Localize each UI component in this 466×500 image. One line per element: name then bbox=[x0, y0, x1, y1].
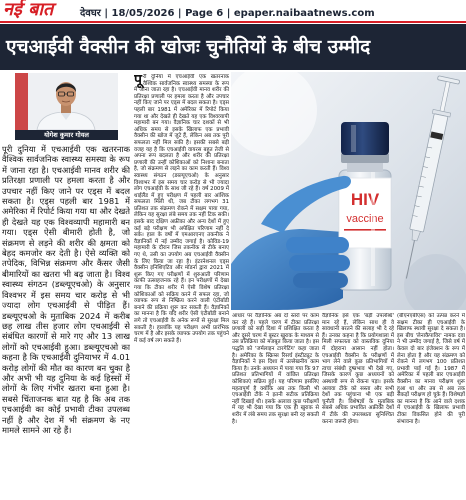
masthead-divider bbox=[0, 21, 466, 23]
hiv-vaccine-vial-image bbox=[231, 72, 466, 310]
masthead bbox=[0, 0, 466, 21]
author-portrait-image bbox=[15, 73, 118, 130]
drop-cap: पू bbox=[134, 74, 142, 88]
author-name: योगेश कुमार गोयल bbox=[15, 130, 118, 140]
article-headline: एचआईवी वैक्सीन की खोजः चुनौतियों के बीच उम्मीद bbox=[0, 24, 466, 70]
article-column-2: आधार पर वैज्ञानिक अब दो स्तरों पर काम कर रहे हैं। पहले चरण में टीका प्रतिरक्षा प्रणाली को सही दिशा में प्रशिक्षित करता है और दूसरे चरण में बूस्टर खुराक के माध्यम से उस प्रतिक्रिया को मजबूत किया जाता है। इस पद्धति को 'जर्मलाइन टारगेटिंग' कहा जाता है। अमेरिका के स्क्रिप्स रिसर्च इंस्टीट्यूट के वैज्ञानिकों ने इस दिशा में उल्लेखनीय काम किया है। उनके अध्ययन में पाया गया कि 97 प्रतिशत प्रतिभागियों में वांछित प्रतिरक्षा कोशिकाएं सक्रिय हुईं। यह परिणाम इसलिए महत्वपूर्ण है क्योंकि अब तक किसी भी एचआईवी टीके ने इतनी सटीक प्रतिक्रिया नहीं दिखाई थी। इसके अलावा कुछ परीक्षणों में यह भी देखा गया कि एक ही खुराक से शरीर में लंबे समय तक सुरक्षा बनी रह सकती है। bbox=[232, 313, 319, 425]
vial-label-vaccine: vaccine bbox=[346, 213, 384, 225]
article-column-1 bbox=[134, 74, 229, 500]
newspaper-logo: नई बात bbox=[3, 0, 54, 20]
vaccine-photo bbox=[231, 72, 466, 310]
column-1-text: री दुनिया में एचआईवी एक खतरनाक वैश्विक सार्वजनिक स्वास्थ्य समस्या के रूप में जाना जाता रहा है। एचआईवी मानव शरीर की प्रतिरक्षा प्रणाली पर हमला करता है और उपचार नहीं किए जाने पर एड्स में बदल सकता है। एड्स पहली बार 1981 में अमेरिका में रिपोर्ट किया गया था और देखते ही देखते यह एक विश्वव्यापी महामारी बन गया। वैज्ञानिक चार दशकों से भी अधिक समय से इसके खिलाफ एक प्रभावी वैक्सीन की खोज में जुटे हैं, लेकिन अब तक पूरी सफलता नहीं मिल सकी है। इसकी सबसे बड़ी वजह यह है कि एचआईवी वायरस बहुत तेजी से अपना रूप बदलता है और शरीर की प्रतिरक्षा प्रणाली की उन्हीं कोशिकाओं को निशाना बनाता है, जो संक्रमण से लड़ने का काम करती हैं। विश्व स्वास्थ्य संगठन (डब्ल्यूएचओ) के अनुसार विश्वभर में इस समय चार करोड़ से भी ज्यादा लोग एचआईवी के साथ जी रहे हैं। वर्ष 2009 में थाईलैंड में हुए परीक्षण में पहली बार आंशिक सफलता मिली थी, जब टीका लगभग 31 प्रतिशत तक संक्रमण रोकने में सक्षम पाया गया, लेकिन यह सुरक्षा लंबे समय तक नहीं टिक सकी। इसके बाद दक्षिण अफ्रीका और अन्य देशों में हुए कई बड़े परीक्षण भी अपेक्षित परिणाम नहीं दे सके। हाल के वर्षों में एमआरएनए तकनीक ने वैज्ञानिकों में नई उम्मीद जगाई है। कोविड-19 महामारी के दौरान जिस तकनीक से टीके बनाए गए थे, उसी का उपयोग अब एचआईवी वैक्सीन के लिए किया जा रहा है। इंटरनेशनल एड्स वैक्सीन इनिशिएटिव और मॉडर्ना द्वारा 2021 में शुरू किए गए परीक्षणों में शुरुआती परिणाम काफी उत्साहजनक रहे हैं। इन परीक्षणों में देखा गया कि टीका शरीर में ऐसी विशेष प्रतिरक्षा कोशिकाओं को सक्रिय करने में सफल रहा, जो व्यापक रूप से निष्क्रिय करने वाली एंटीबॉडी बनाने की प्रक्रिया शुरू कर सकती हैं। वैज्ञानिकों का मानना है कि यदि शरीर ऐसी एंटीबॉडी बनाने लगे तो एचआईवी के अनेक रूपों से सुरक्षा मिल सकती है। हालांकि यह परीक्षण अभी प्रारंभिक चरण में है और इसके व्यापक उपयोग तक पहुंचने में कई वर्ष लग सकते हैं। bbox=[134, 74, 229, 344]
lead-paragraph: पूरी दुनिया में एचआईवी एक खतरनाक वैश्विक सार्वजनिक स्वास्थ्य समस्या के रूप में जाना रहा है। एचआईवी मानव शरीर की प्रतिरक्षा प्रणाली पर हमला करता है और उपचार नहीं किए जाने पर एड्स में बदल सकता है। एड्स पहली बार 1981 में अमेरिका में रिपोर्ट किया गया था और देखते ही देखते यह एक विश्वव्यापी महामारी बन गया। एड्स ऐसी बीमारी होती है, जो संक्रमण से लड़ने की शरीर की क्षमता को बेहद कमजोर कर देती है। ऐसे व्यक्ति को तपेदिक, विभिन्न संक्रमण और कैंसर जैसी बीमारियों का खतरा भी बढ़ जाता है। विश्व स्वास्थ्य संगठन (डब्ल्यूएचओ) के अनुसार विश्वभर में इस समय चार करोड़ से भी ज्यादा लोग एचआईवी से पीड़ित हैं। डब्ल्यूएचओ के मुताबिक 2024 में करीब छह लाख तीस हजार लोग एचआईवी से संबंधित कारणों से मारे गए और 13 लाख लोगों को एचआईवी हुआ। डब्ल्यूएचओ का कहना है कि एचआईवी दुनियाभर में 4.01 करोड़ लोगों की मौत का कारण बन चुका है और अभी भी यह दुनिया के कई हिस्सों में लोगों के लिए गंभीर खतरा बना हुआ है। सबसे चिंताजनक बात यह है कि अब तक एचआईवी का कोई प्रभावी टीका उपलब्ध नहीं है और देश में भी संक्रमण के नए मामले सामने आ रहे हैं। bbox=[2, 144, 130, 435]
article-column-3: वैज्ञानिक इसे एक 'बड़ी उपलब्धि' मान रहे हैं, लेकिन साथ ही वे सावधानी बरतने की सलाह भी दे रहे हैं। उनका कहना है कि प्रयोगशाला में मिली सफलता को वास्तविक दुनिया में दोहराना आसान नहीं होता। एचआईवी वैक्सीन के परीक्षणों में भाग लेने वाले कुछ प्रतिभागियों में त्वचा संबंधी दुष्प्रभाव भी देखे गए, जिसके कारण कुछ अध्ययनों को अस्थायी रूप से रोकना पड़ा। इसके अलावा टीके को सस्ता और सभी देशों तक पहुंचाना भी एक बड़ी चुनौती है। विशेषज्ञों के मुताबिक सबसे अधिक प्रभावित अफ्रीकी देशों में टीके की उपलब्धता सुनिश्चित करना जरूरी होगा। bbox=[322, 313, 394, 425]
edition-info: देवघर | 18/05/2026 | Page 6 | epaper.naibaatnews.com bbox=[80, 8, 375, 19]
author-photo bbox=[15, 73, 118, 130]
vial-label-hiv: HIV bbox=[350, 190, 380, 209]
article-column-4: (बीएनएबीएस) को उत्पन्न करने में सक्षम टीका ही एचआईवी के खिलाफ स्थायी सुरक्षा दे सकता है। इस बीच 'लेनाकैपाविर' नामक दवा ने भी उम्मीद जगाई है, जिसे वर्ष में केवल दो बार इंजेक्शन के रूप में लेना होता है और यह संक्रमण को रोकने में लगभग 100 प्रतिशत प्रभावी पाई गई है। 1987 में अमेरिका में पहली बार एचआईवी वैक्सीन का मानव परीक्षण शुरू हुआ था और तब से अब तक सैकड़ों परीक्षण हो चुके हैं। विशेषज्ञों का मानना है कि आने वाले दशक में एचआईवी के खिलाफ प्रभावी टीका विकसित होने की पूरी संभावना है। bbox=[397, 313, 465, 425]
